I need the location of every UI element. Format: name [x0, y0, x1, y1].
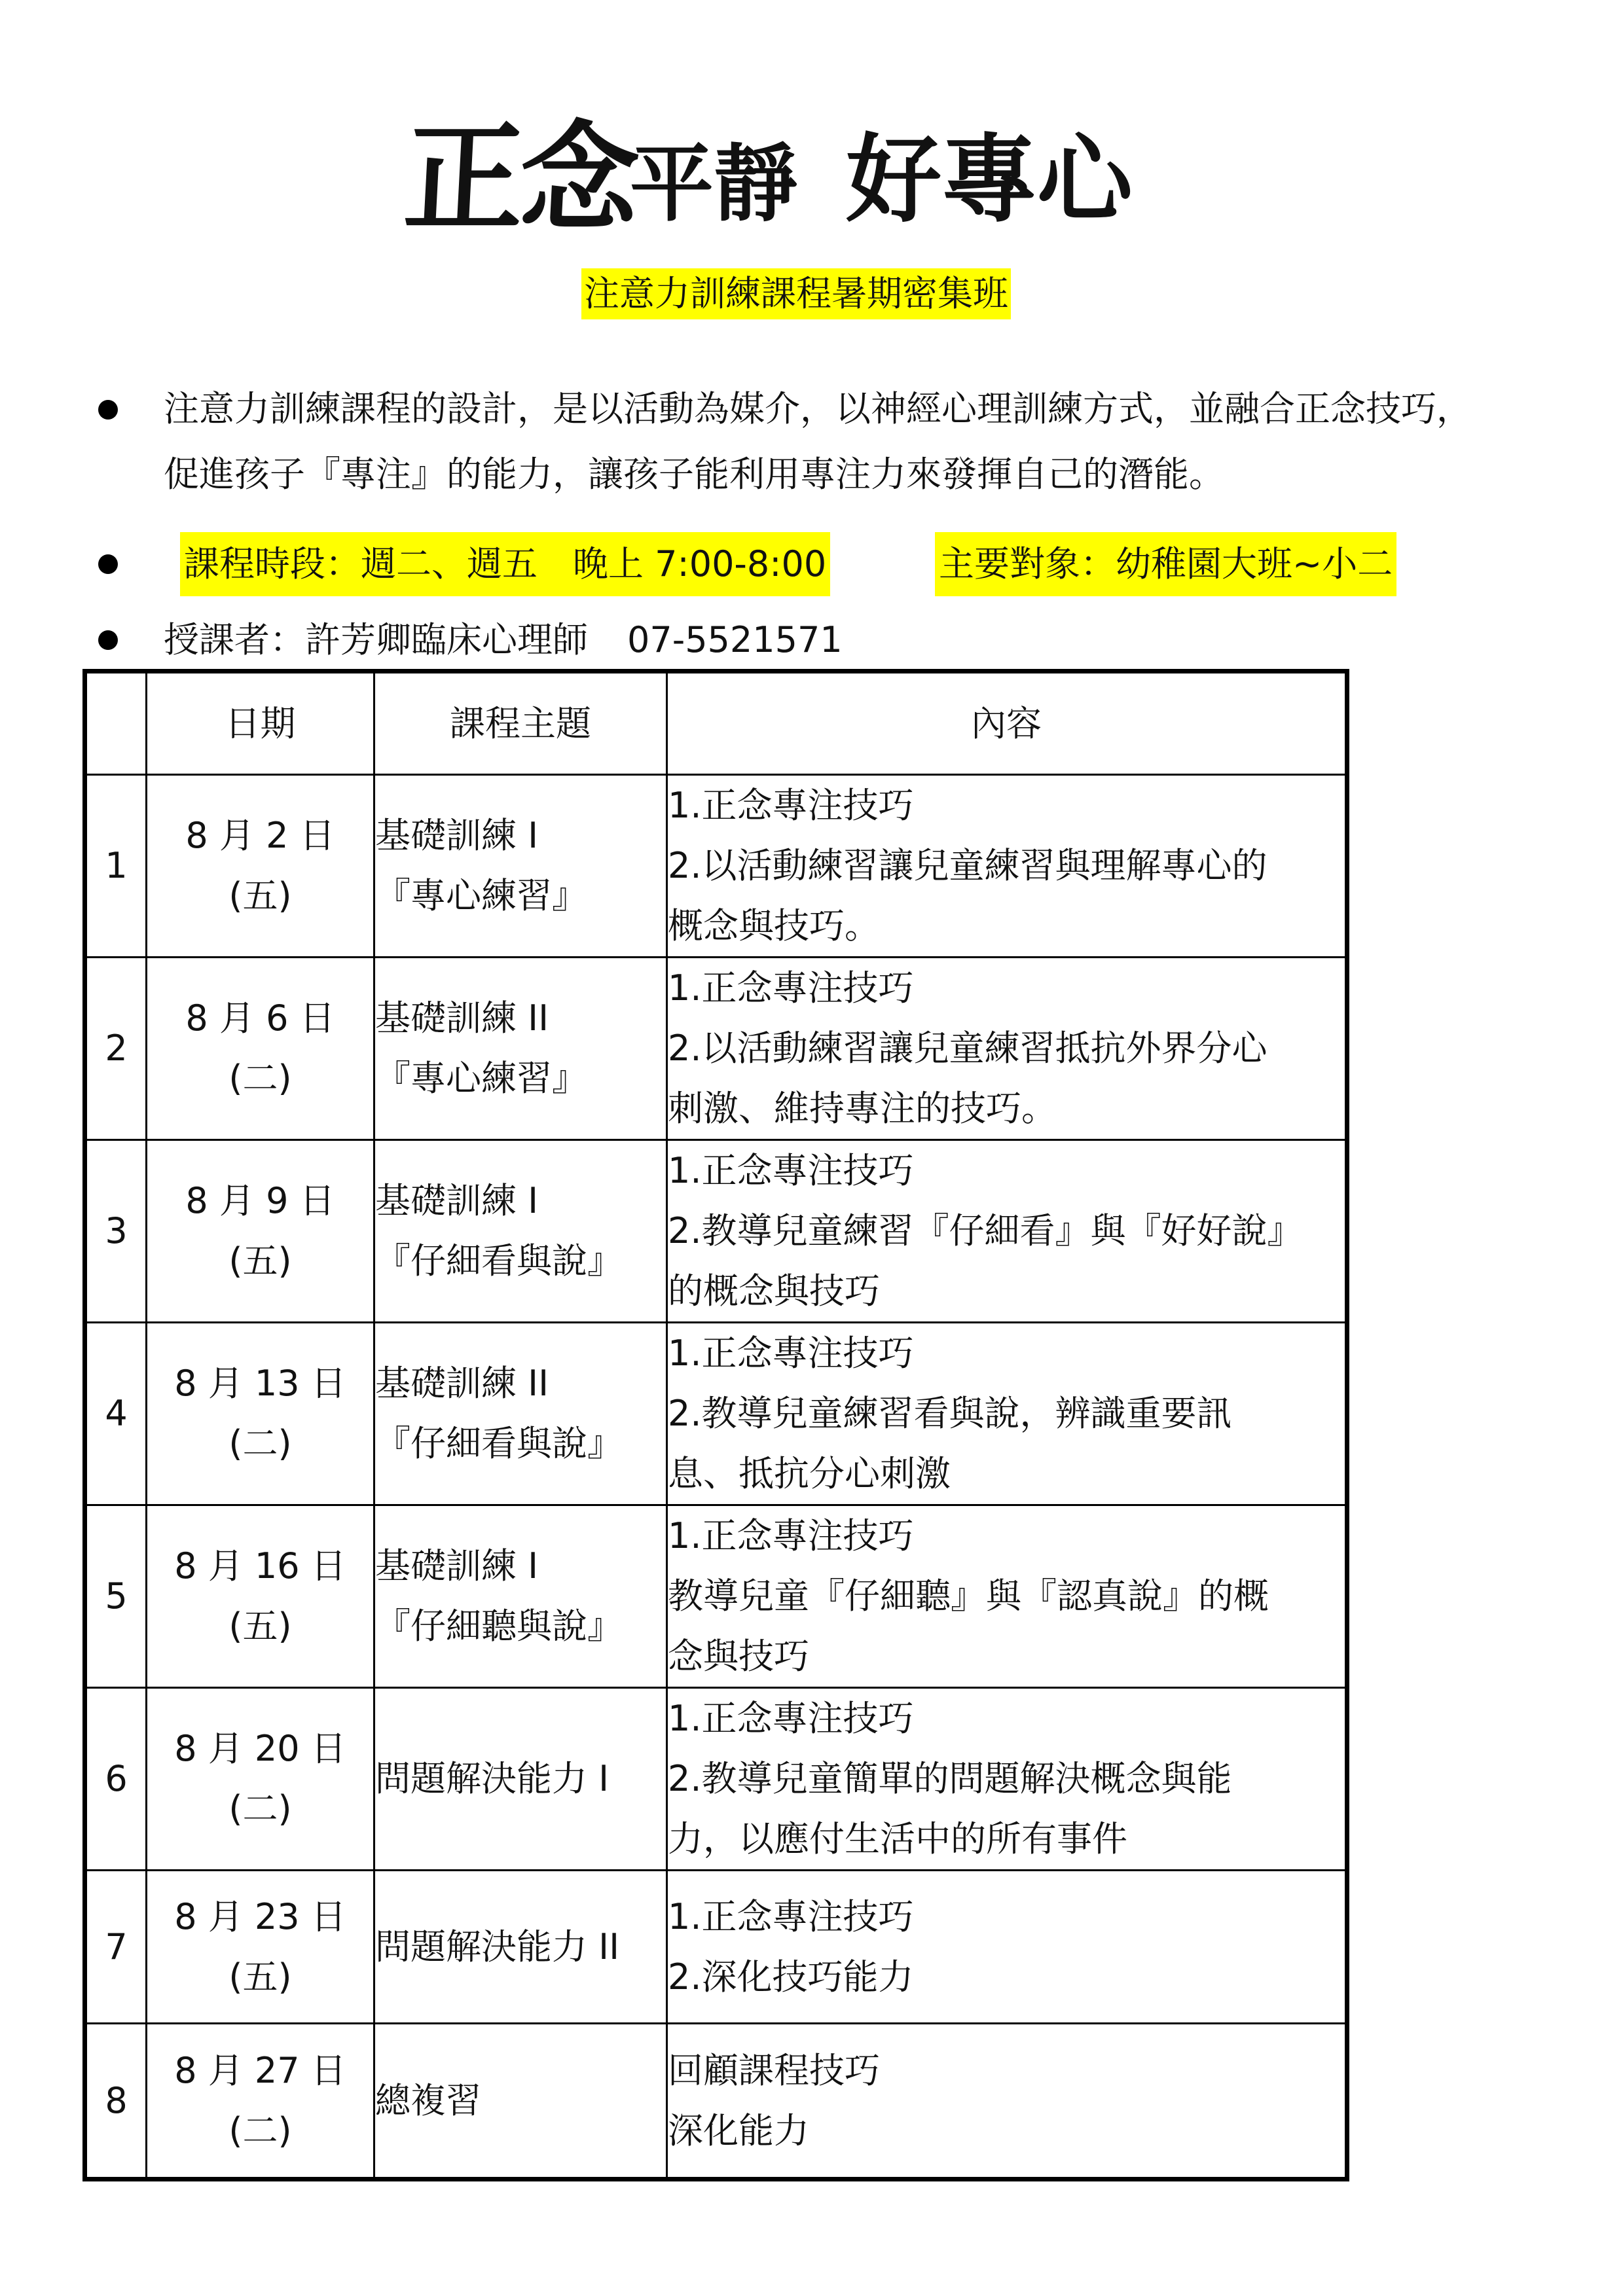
row-number: 5: [85, 1505, 147, 1688]
date-text: 8 月 13 日: [174, 1363, 346, 1404]
topic-line: 『仔細看與說』: [375, 1240, 623, 1282]
topic-line: 基礎訓練 I: [375, 815, 539, 856]
table-row: [85, 1140, 1347, 1323]
content-line: 力，以應付生活中的所有事件: [668, 1818, 1127, 1859]
row-number: 1: [85, 775, 147, 958]
weekday-text: (五): [228, 1240, 292, 1282]
weekday-text: (二): [228, 2109, 292, 2151]
content-line: 概念與技巧。: [668, 905, 880, 946]
row-content: [667, 1688, 1347, 1871]
row-topic: [374, 1505, 667, 1688]
schedule-time: 課程時段：週二、週五 晚上 7:00-8:00: [180, 532, 830, 596]
weekday-text: (二): [228, 1423, 292, 1464]
content-line: 1.正念專注技巧: [668, 967, 914, 1009]
content-line: 1.正念專注技巧: [668, 1698, 914, 1739]
row-date: [147, 1140, 374, 1323]
row-topic: [374, 2024, 667, 2179]
content-line: 2.深化技巧能力: [668, 1956, 914, 1998]
content-line: 回顧課程技巧: [668, 2049, 880, 2091]
row-content: [667, 1323, 1347, 1505]
row-number: 8: [85, 2024, 147, 2179]
row-number: 7: [85, 1871, 147, 2024]
target-audience: 主要對象：幼稚園大班~小二: [935, 532, 1396, 596]
row-date: [147, 1871, 374, 2024]
header-num: [85, 672, 147, 775]
row-number: 2: [85, 958, 147, 1140]
header-topic: 課程主題: [374, 672, 667, 775]
row-topic: [374, 775, 667, 958]
content-line: 2.以活動練習讓兒童練習與理解專心的: [668, 845, 1267, 886]
bullet-icon: [98, 554, 118, 574]
row-content: [667, 1140, 1347, 1323]
page-title: [0, 109, 1623, 248]
table-row: [85, 1688, 1347, 1871]
instructor-line: [164, 614, 843, 666]
content-line: 1.正念專注技巧: [668, 1333, 914, 1374]
table-header-row: [85, 672, 1347, 775]
topic-line: 基礎訓練 I: [375, 1545, 539, 1587]
content-line: 1.正念專注技巧: [668, 1515, 914, 1556]
title-part-3: 好專心: [846, 124, 1133, 236]
bullet-icon: [98, 400, 118, 420]
row-date: [147, 958, 374, 1140]
content-line: 2.教導兒童練習『仔細看』與『好好說』: [668, 1210, 1303, 1251]
intro-line-2: 促進孩子『專注』的能力，讓孩子能利用專注力來發揮自己的潛能。: [164, 454, 1224, 495]
row-topic: [374, 1871, 667, 2024]
row-date: [147, 1688, 374, 1871]
row-content: [667, 958, 1347, 1140]
weekday-text: (二): [228, 1788, 292, 1829]
content-line: 念與技巧: [668, 1636, 809, 1677]
weekday-text: (二): [228, 1058, 292, 1099]
row-topic: [374, 958, 667, 1140]
date-text: 8 月 23 日: [174, 1895, 346, 1937]
header-content: 內容: [667, 672, 1347, 775]
row-content: [667, 2024, 1347, 2179]
date-text: 8 月 20 日: [174, 1728, 346, 1769]
bullet-icon: [98, 630, 118, 650]
date-text: 8 月 9 日: [185, 1180, 335, 1221]
weekday-text: (五): [228, 1956, 292, 1998]
content-line: 息、抵抗分心刺激: [668, 1453, 951, 1494]
row-content: [667, 1871, 1347, 2024]
content-line: 2.教導兒童簡單的問題解決概念與能: [668, 1758, 1232, 1799]
row-date: [147, 775, 374, 958]
table-row: [85, 1323, 1347, 1505]
content-line: 2.教導兒童練習看與說，辨識重要訊: [668, 1393, 1232, 1434]
topic-line: 『專心練習』: [375, 875, 587, 916]
content-line: 的概念與技巧: [668, 1270, 880, 1312]
topic-line: 『仔細聽與說』: [375, 1605, 623, 1647]
instructor-phone: 07-5521571: [627, 619, 843, 660]
row-content: [667, 1505, 1347, 1688]
title-part-1: 正念: [401, 109, 639, 248]
row-topic: [374, 1688, 667, 1871]
content-line: 1.正念專注技巧: [668, 785, 914, 826]
weekday-text: (五): [228, 1605, 292, 1647]
date-text: 8 月 6 日: [185, 997, 335, 1039]
table-row: [85, 958, 1347, 1140]
topic-line: 總複習: [375, 2079, 481, 2121]
header-date: 日期: [147, 672, 374, 775]
table-row: [85, 1871, 1347, 2024]
row-number: 4: [85, 1323, 147, 1505]
date-text: 8 月 16 日: [174, 1545, 346, 1587]
topic-line: 問題解決能力 II: [375, 1926, 620, 1967]
row-date: [147, 1505, 374, 1688]
intro-line-1: 注意力訓練課程的設計，是以活動為媒介，以神經心理訓練方式，並融合正念技巧，: [164, 388, 1472, 429]
table-row: [85, 1505, 1347, 1688]
subtitle: 注意力訓練課程暑期密集班: [581, 268, 1011, 319]
instructor-name: 授課者：許芳卿臨床心理師: [164, 619, 588, 660]
content-line: 深化能力: [668, 2109, 809, 2151]
topic-line: 基礎訓練 II: [375, 997, 549, 1039]
row-number: 3: [85, 1140, 147, 1323]
date-text: 8 月 2 日: [185, 815, 335, 856]
topic-line: 基礎訓練 II: [375, 1363, 549, 1404]
table-row: [85, 775, 1347, 958]
weekday-text: (五): [228, 875, 292, 916]
row-date: [147, 2024, 374, 2179]
content-line: 2.以活動練習讓兒童練習抵抗外界分心: [668, 1028, 1267, 1069]
topic-line: 問題解決能力 I: [375, 1758, 610, 1799]
table-row: [85, 2024, 1347, 2179]
title-part-2: 平靜: [630, 135, 798, 233]
topic-line: 基礎訓練 I: [375, 1180, 539, 1221]
content-line: 1.正念專注技巧: [668, 1895, 914, 1937]
topic-line: 『專心練習』: [375, 1058, 587, 1099]
content-line: 教導兒童『仔細聽』與『認真說』的概: [668, 1575, 1269, 1617]
content-line: 1.正念專注技巧: [668, 1150, 914, 1191]
row-date: [147, 1323, 374, 1505]
date-text: 8 月 27 日: [174, 2049, 346, 2091]
content-line: 刺激、維持專注的技巧。: [668, 1088, 1057, 1129]
row-topic: [374, 1323, 667, 1505]
row-number: 6: [85, 1688, 147, 1871]
topic-line: 『仔細看與說』: [375, 1423, 623, 1464]
schedule-table: [82, 669, 1349, 2181]
row-topic: [374, 1140, 667, 1323]
row-content: [667, 775, 1347, 958]
